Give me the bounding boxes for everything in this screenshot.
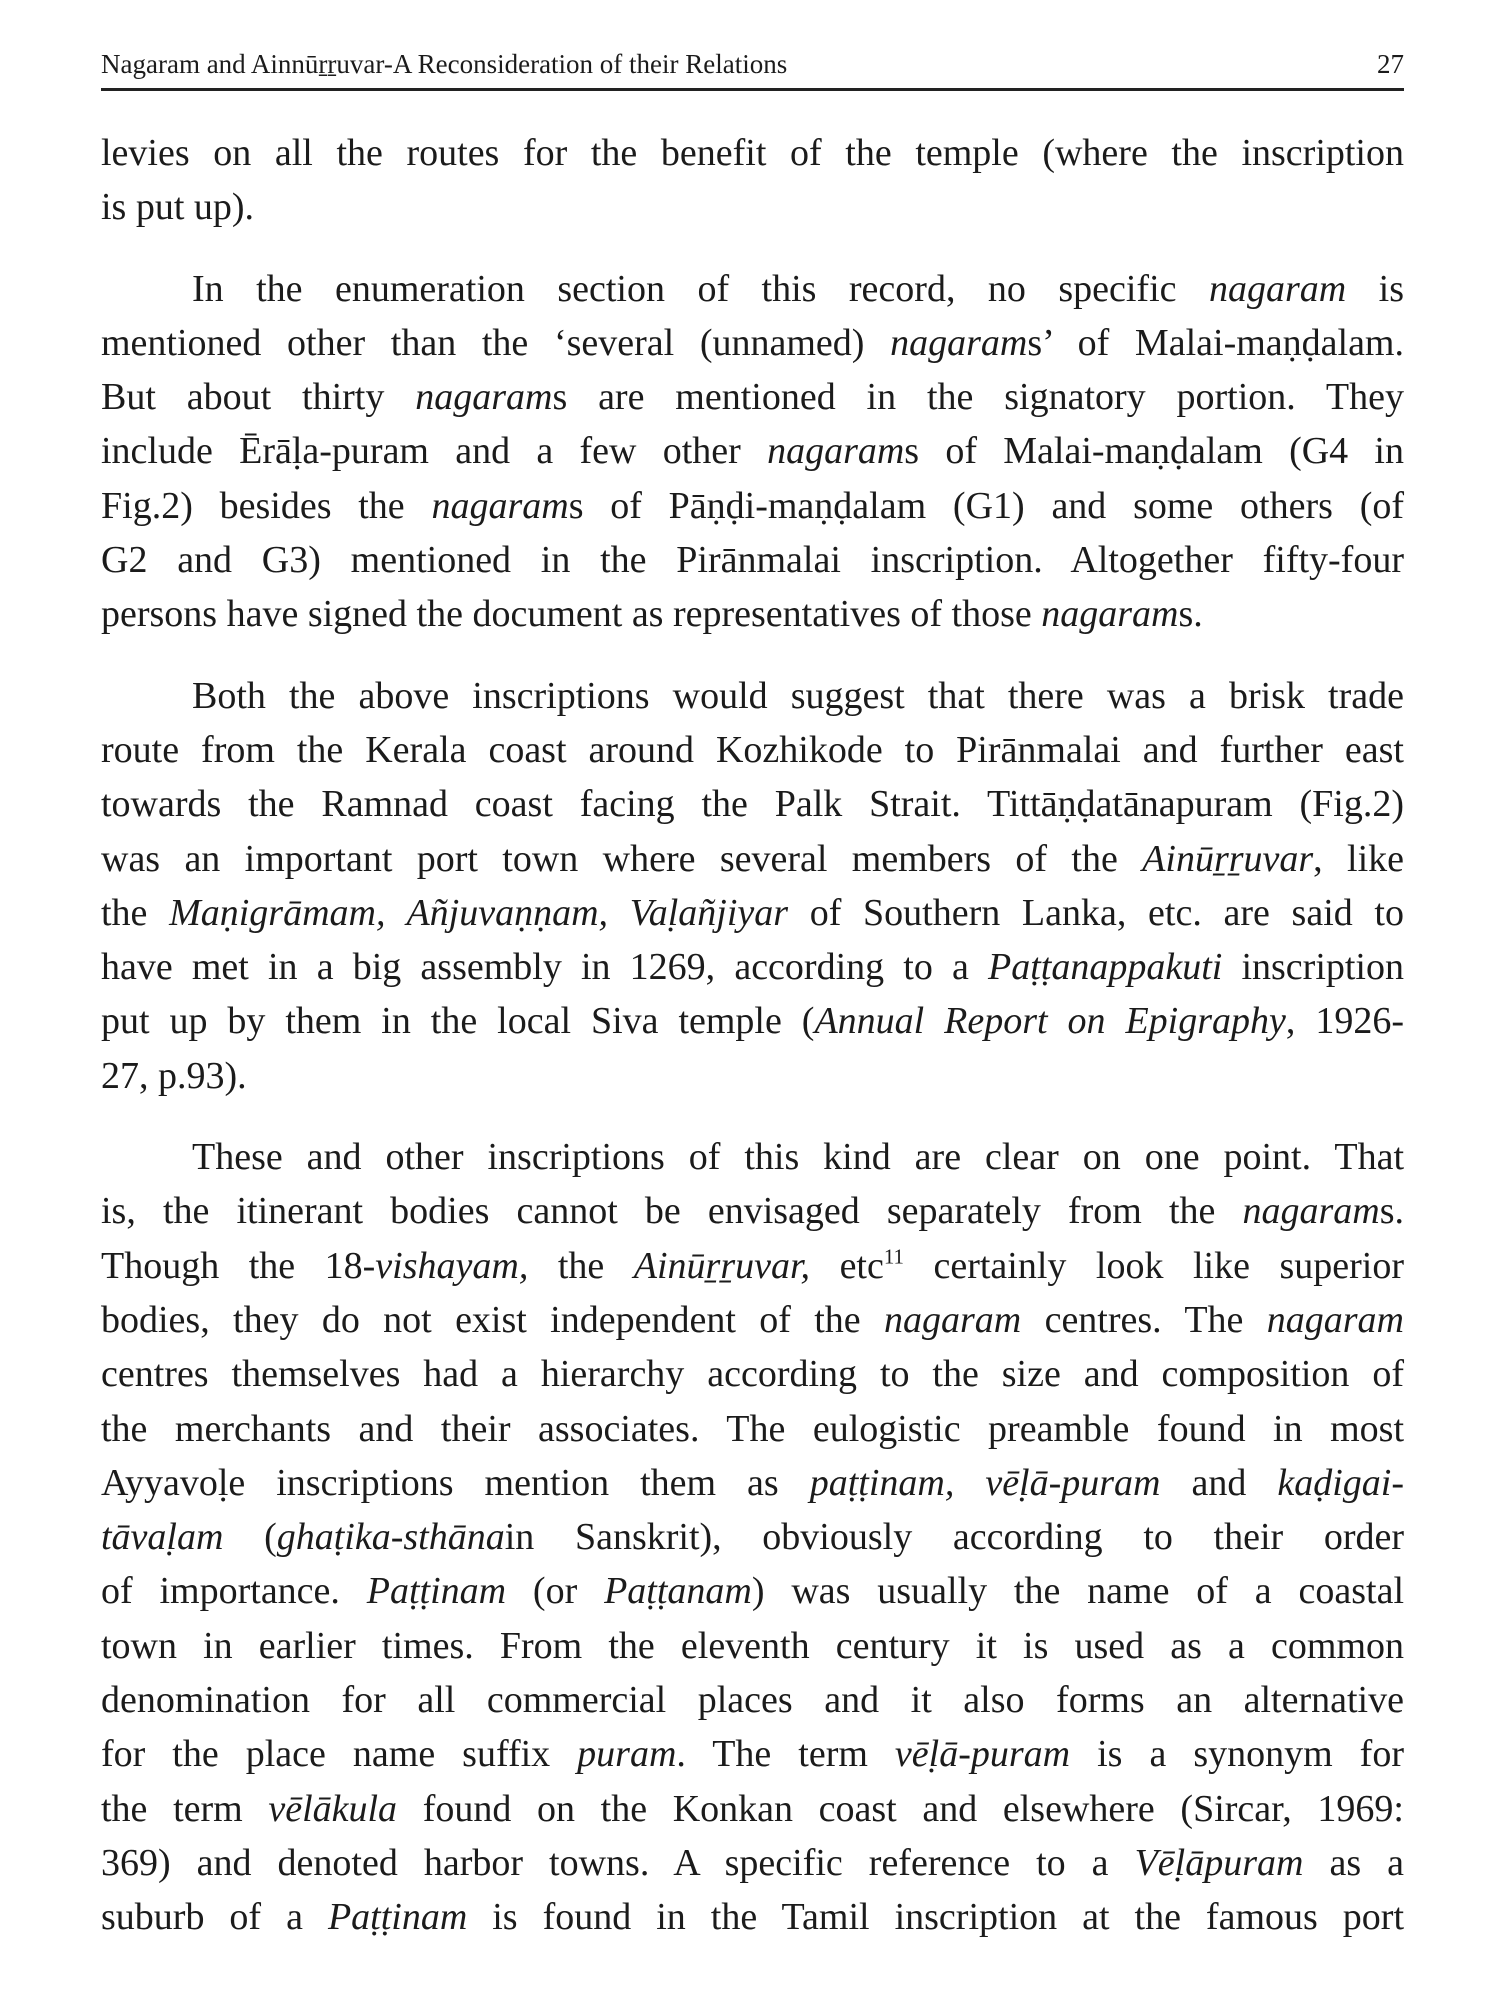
text-line xyxy=(101,1510,1404,1564)
italic-term: nagaram xyxy=(1266,1298,1404,1341)
text-run: But about thirty xyxy=(101,376,416,419)
text-run: route from the Kerala coast around Kozhikode to Pirānmalai and further east xyxy=(101,728,1404,771)
text-run: certainly look like superior xyxy=(903,1244,1404,1287)
page-number: 27 xyxy=(1377,49,1404,79)
footnote-reference: 11 xyxy=(883,1244,904,1269)
italic-term: Paṭṭinam xyxy=(327,1896,468,1939)
text-run: bodies, they do not exist independent of the xyxy=(101,1298,884,1341)
text-run: G2 and G3) mentioned in the Pirānmalai inscription. Altogether fifty-four xyxy=(101,539,1404,582)
text-run: is put up). xyxy=(101,186,255,229)
text-line xyxy=(101,1782,1404,1836)
text-line xyxy=(101,1293,1404,1347)
text-line xyxy=(101,1727,1404,1781)
text-run: for the place name suffix xyxy=(101,1733,578,1776)
italic-term: vishayam, xyxy=(375,1244,529,1287)
text-run: of Southern Lanka, etc. are said to xyxy=(788,891,1404,934)
text-run: 369) and denoted harbor towns. A specific reference to a xyxy=(101,1841,1135,1884)
italic-term: nagaram xyxy=(1242,1190,1380,1233)
text-run: In the enumeration section of this record, no specific xyxy=(192,267,1209,310)
text-run: of importance. xyxy=(101,1570,367,1613)
italic-term: kaḍigai- xyxy=(1277,1461,1405,1504)
text-run: is a synonym for xyxy=(1070,1733,1404,1776)
text-run: , 1926- xyxy=(1285,1000,1404,1043)
text-line xyxy=(101,1673,1404,1727)
body-text xyxy=(101,126,1404,1972)
text-line xyxy=(101,370,1404,424)
text-line xyxy=(101,777,1404,831)
italic-term: nagaram xyxy=(415,376,553,419)
text-line xyxy=(101,1239,1404,1293)
paragraph xyxy=(101,126,1404,235)
text-line xyxy=(101,669,1404,723)
text-run: have met in a big assembly in 1269, according to a xyxy=(101,946,988,989)
text-run: etc xyxy=(810,1244,884,1287)
text-line xyxy=(101,723,1404,777)
text-run: ) was usually the name of a coastal xyxy=(751,1570,1404,1613)
text-run: s. xyxy=(1379,1190,1404,1233)
text-run: put up by them in the local Siva temple ( xyxy=(101,1000,815,1043)
text-line xyxy=(101,316,1404,370)
paragraph xyxy=(101,262,1404,642)
text-run: town in earlier times. From the eleventh century it is used as a common xyxy=(101,1624,1404,1667)
italic-term: Annual Report on Epigraphy xyxy=(814,1000,1286,1043)
italic-term: Maṇigrāmam, Añjuvaṇṇam, Vaḷañjiyar xyxy=(169,891,789,934)
text-run: is xyxy=(1346,267,1404,310)
italic-term: puram xyxy=(577,1733,677,1776)
text-run: inscription xyxy=(1222,946,1404,989)
text-run: found on the Konkan coast and elsewhere (Sircar, 1969: xyxy=(397,1787,1404,1830)
text-run: s of Pāṇḍi-maṇḍalam (G1) and some others (of xyxy=(568,484,1404,527)
text-run: Ayyavoḷe inscriptions mention them as xyxy=(101,1461,810,1504)
paragraph xyxy=(101,1130,1404,1944)
italic-term: Paṭṭinam xyxy=(366,1570,507,1613)
italic-term: ghaṭika-sthāna xyxy=(276,1516,505,1559)
italic-term: nagaram xyxy=(767,430,905,473)
text-run: the xyxy=(528,1244,634,1287)
text-run: Both the above inscriptions would suggest that there was a brisk trade xyxy=(192,674,1404,717)
text-run: These and other inscriptions of this kind are clear on one point. That xyxy=(192,1136,1404,1179)
italic-term: nagaram xyxy=(1208,267,1347,310)
text-line xyxy=(101,1890,1404,1944)
italic-term: Ainūṟṟuvar, xyxy=(633,1244,811,1287)
text-run: was an important port town where several members of the xyxy=(101,837,1143,880)
italic-term: tāvaḷam xyxy=(101,1516,224,1559)
text-run: Fig.2) besides the xyxy=(101,484,432,527)
italic-term: nagaram xyxy=(1041,593,1179,636)
italic-term: Paṭṭanappakuti xyxy=(988,946,1223,989)
text-run: mentioned other than the ‘several (unnamed) xyxy=(101,321,891,364)
text-run: s. xyxy=(1178,593,1203,636)
text-run: is, the itinerant bodies cannot be envisaged separately from the xyxy=(101,1190,1243,1233)
italic-term: vēḷā-puram xyxy=(894,1733,1071,1776)
text-run: as a xyxy=(1303,1841,1404,1884)
running-header xyxy=(101,48,1404,91)
text-run: and xyxy=(1160,1461,1278,1504)
text-line xyxy=(101,126,1404,180)
text-run: . The term xyxy=(676,1733,895,1776)
text-run: towards the Ramnad coast facing the Palk Strait. Tittāṇḍatānapuram (Fig.2) xyxy=(101,783,1404,826)
text-run: , like xyxy=(1313,837,1404,880)
italic-term: nagaram xyxy=(431,484,569,527)
italic-term: Ainūṟṟuvar xyxy=(1142,837,1314,880)
text-line xyxy=(101,479,1404,533)
text-line xyxy=(101,1347,1404,1401)
text-line xyxy=(101,1456,1404,1510)
text-run: centres themselves had a hierarchy according to the size and composition of xyxy=(101,1353,1404,1396)
text-line xyxy=(101,886,1404,940)
text-line xyxy=(101,533,1404,587)
text-line xyxy=(101,180,1404,234)
text-line xyxy=(101,940,1404,994)
text-run: suburb of a xyxy=(101,1896,328,1939)
text-run: the merchants and their associates. The eulogistic preamble found in most xyxy=(101,1407,1404,1450)
text-line xyxy=(101,1402,1404,1456)
italic-term: vēlākula xyxy=(268,1787,398,1830)
text-line xyxy=(101,1130,1404,1184)
text-line xyxy=(101,1836,1404,1890)
italic-term: nagaram xyxy=(884,1298,1022,1341)
italic-term: Paṭṭanam xyxy=(604,1570,752,1613)
italic-term: Vēḷāpuram xyxy=(1134,1841,1304,1884)
text-run: 27, p.93). xyxy=(101,1054,247,1097)
text-run: levies on all the routes for the benefit of the temple (where the inscription xyxy=(101,132,1404,174)
text-run: Though the 18- xyxy=(101,1244,376,1287)
text-run: s’ of Malai-maṇḍalam. xyxy=(1027,321,1404,364)
text-line xyxy=(101,994,1404,1048)
text-run: the xyxy=(101,891,170,934)
text-run: ( xyxy=(223,1516,277,1559)
paragraph xyxy=(101,669,1404,1103)
italic-term: nagaram xyxy=(890,321,1028,364)
text-line xyxy=(101,1049,1404,1103)
text-line xyxy=(101,424,1404,478)
text-run: include Ērāḷa-puram and a few other xyxy=(101,430,768,473)
text-run: is found in the Tamil inscription at the famous port xyxy=(467,1896,1405,1939)
text-run: denomination for all commercial places and it also forms an alternative xyxy=(101,1679,1404,1722)
text-run: (or xyxy=(506,1570,605,1613)
text-line xyxy=(101,1184,1404,1238)
text-run: in Sanskrit), obviously according to their order xyxy=(504,1516,1404,1559)
text-line xyxy=(101,1564,1404,1618)
text-run: centres. The xyxy=(1021,1298,1267,1341)
text-run: s are mentioned in the signatory portion. They xyxy=(552,376,1405,419)
text-line xyxy=(101,1619,1404,1673)
text-run: the term xyxy=(101,1787,269,1830)
text-run: s of Malai-maṇḍalam (G4 in xyxy=(904,430,1404,473)
text-line xyxy=(101,262,1404,316)
text-line xyxy=(101,832,1404,886)
running-header-title: Nagaram and Ainnūṟṟuvar-A Reconsideration of their Relations xyxy=(101,49,788,79)
text-run: persons have signed the document as representatives of those xyxy=(101,593,1042,636)
text-line xyxy=(101,587,1404,641)
italic-term: paṭṭinam, vēḷā-puram xyxy=(809,1461,1161,1504)
